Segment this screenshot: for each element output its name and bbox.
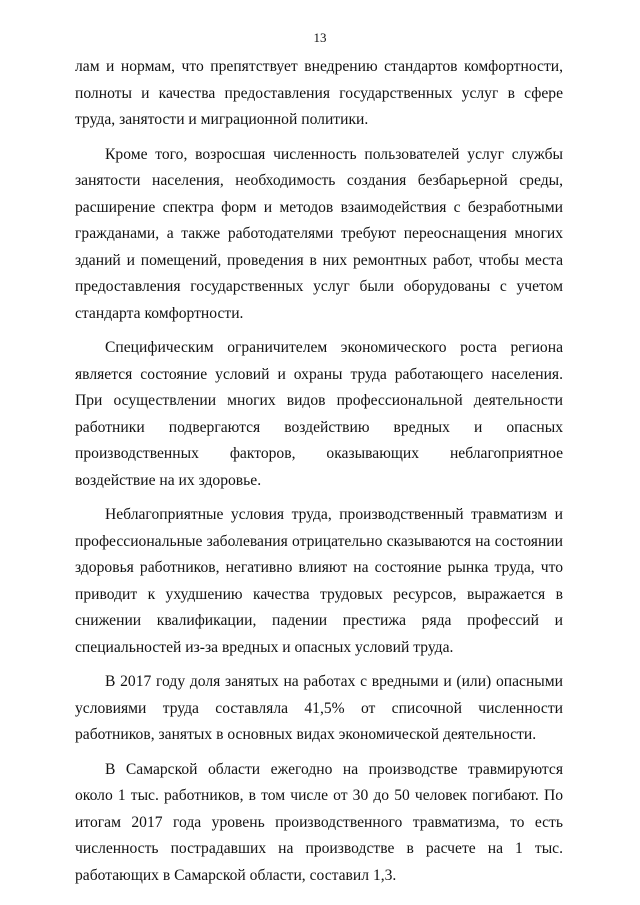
paragraph-employment-services: Кроме того, возросшая численность пользователей услуг службы занятости населения, необходимость создания безбарьерной среды, расширение спектра форм и методов взаимодействия с безработными гражданами, а также работодателями требуют переоснащения многих зданий и помещений, проведения в них ремонтных работ, чтобы места предоставления государственных услуг были оборудованы с учетом стандарта комфортности.	[75, 145, 563, 322]
document-body	[75, 54, 563, 889]
page-number: 13	[313, 30, 327, 45]
paragraph-injury-statistics: В Самарской области ежегодно на производстве травмируются около 1 тыс. работников, в том числе от 30 до 50 человек погибают. По итогам 2017 года уровень производственного травматизма, то есть численность пострадавших на производстве в расчете на 1 тыс. работающих в Самарской области, составил 1,3.	[75, 760, 563, 884]
paragraph-hazardous-share: В 2017 году доля занятых на работах с вредными и (или) опасными условиями труда составляла 41,5% от списочной численности работников, занятых в основных видах экономической деятельности.	[75, 673, 563, 743]
paragraph-continuation: лам и нормам, что препятствует внедрению стандартов комфортности, полноты и качества предоставления государственных услуг в сфере труда, занятости и миграционной политики.	[75, 58, 563, 128]
paragraph-unfavorable-conditions: Неблагоприятные условия труда, производственный травматизм и профессиональные заболевания отрицательно сказываются на состоянии здоровья работников, негативно влияют на состояние рынка труда, что приводит к ухудшению качества трудовых ресурсов, выражается в снижении квалификации, падении престижа ряда профессий и специальностей из-за вредных и опасных условий труда.	[75, 506, 563, 656]
paragraph-labor-conditions: Специфическим ограничителем экономического роста региона является состояние условий и охраны труда работающего населения. При осуществлении многих видов профессиональной деятельности работники подвергаются воздействию вредных и опасных производственных факторов, оказывающих неблагоприятное воздействие на их здоровье.	[75, 339, 563, 489]
